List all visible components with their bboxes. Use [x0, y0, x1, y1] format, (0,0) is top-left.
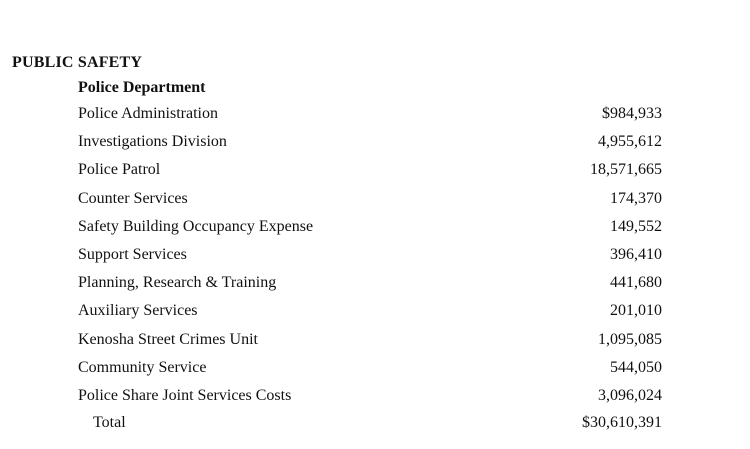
line-item-label: Support Services	[78, 245, 187, 263]
line-item-label: Kenosha Street Crimes Unit	[78, 330, 258, 348]
line-item	[0, 105, 750, 133]
total-label: Total	[93, 414, 126, 431]
line-item-label: Planning, Research & Training	[78, 274, 277, 292]
line-item-label: Police Share Joint Services Costs	[78, 386, 292, 404]
line-item-label: Counter Services	[78, 189, 188, 207]
line-item-amount: 201,010	[610, 302, 662, 320]
line-item	[0, 331, 750, 359]
line-item-amount: 441,680	[610, 274, 662, 292]
line-item-label: Auxiliary Services	[78, 302, 198, 320]
line-item	[0, 161, 750, 189]
line-item-amount: 4,955,612	[598, 133, 662, 151]
line-item-amount: 396,410	[610, 245, 662, 263]
budget-line-items	[0, 105, 750, 415]
line-item-label: Safety Building Occupancy Expense	[78, 217, 314, 235]
line-item-amount: 174,370	[610, 189, 662, 207]
line-item-amount: 544,050	[610, 358, 662, 376]
line-item	[0, 359, 750, 387]
line-item-amount: $984,933	[602, 105, 662, 122]
line-item	[0, 190, 750, 218]
line-item	[0, 274, 750, 302]
total-row	[0, 414, 750, 438]
line-item-label: Police Administration	[78, 105, 218, 122]
total-amount: $30,610,391	[582, 414, 662, 431]
department-title: Police Department	[78, 79, 206, 96]
line-item	[0, 133, 750, 161]
line-item-label: Community Service	[78, 358, 207, 376]
line-item-amount: 1,095,085	[598, 330, 662, 348]
line-item-amount: 18,571,665	[590, 161, 662, 179]
line-item-amount: 149,552	[610, 217, 662, 235]
line-item-label: Police Patrol	[78, 161, 161, 179]
line-item	[0, 218, 750, 246]
line-item	[0, 246, 750, 274]
line-item-label: Investigations Division	[78, 133, 227, 151]
line-item-amount: 3,096,024	[598, 386, 662, 404]
line-item	[0, 387, 750, 415]
line-item	[0, 302, 750, 330]
section-title: PUBLIC SAFETY	[12, 54, 143, 71]
